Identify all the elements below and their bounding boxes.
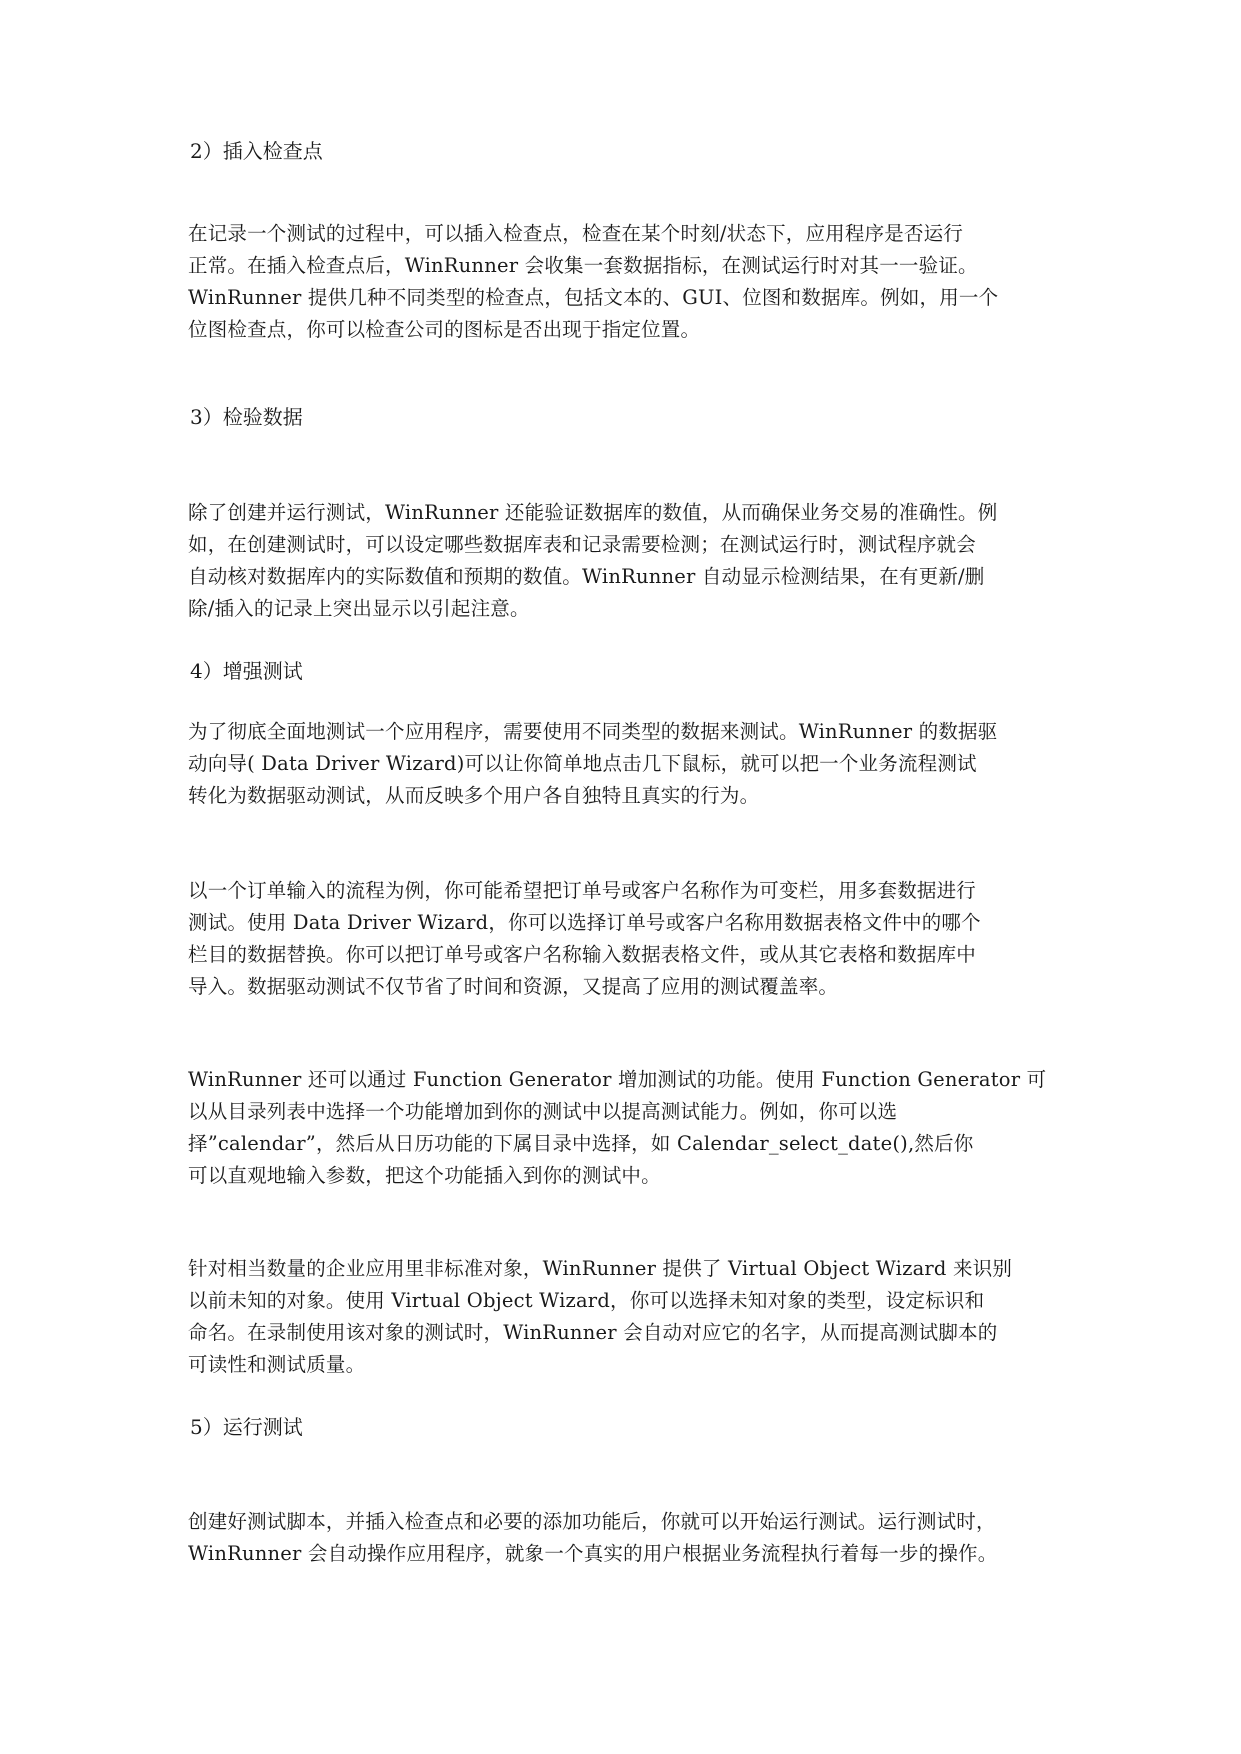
paragraph-run-test: [188, 1506, 1058, 1570]
text-line: 除了创建并运行测试，WinRunner 还能验证数据库的数值，从而确保业务交易的准确性。例: [188, 501, 998, 524]
text-line: 以一个订单输入的流程为例，你可能希望把订单号或客户名称作为可变栏，用多套数据进行: [188, 879, 977, 902]
paragraph-enhance-2: [188, 875, 1058, 1003]
text-line: WinRunner 会自动操作应用程序，就象一个真实的用户根据业务流程执行着每一步的操作。: [188, 1542, 998, 1565]
text-line: 正常。在插入检查点后，WinRunner 会收集一套数据指标，在测试运行时对其一一验证。: [188, 254, 978, 277]
text-line: 以从目录列表中选择一个功能增加到你的测试中以提高测试能力。例如，你可以选: [188, 1100, 898, 1123]
text-line: 在记录一个测试的过程中，可以插入检查点，检查在某个时刻/状态下，应用程序是否运行: [188, 222, 964, 245]
text-line: 测试。使用 Data Driver Wizard，你可以选择订单号或客户名称用数据表格文件中的哪个: [188, 911, 981, 934]
paragraph-verify-data: [188, 497, 1058, 625]
section-heading-3: 3）检验数据: [190, 405, 303, 429]
text-line: 如，在创建测试时，可以设定哪些数据库表和记录需要检测；在测试运行时，测试程序就会: [188, 533, 977, 556]
text-line: 命名。在录制使用该对象的测试时，WinRunner 会自动对应它的名字，从而提高测试脚本的: [188, 1321, 998, 1344]
text-line: 择”calendar”，然后从日历功能的下属目录中选择，如 Calendar_select_date(),然后你: [188, 1132, 974, 1155]
text-line: 创建好测试脚本，并插入检查点和必要的添加功能后，你就可以开始运行测试。运行测试时，: [188, 1510, 996, 1533]
paragraph-enhance-4: [188, 1253, 1058, 1381]
section-heading-5: 5）运行测试: [190, 1415, 303, 1439]
text-line: 导入。数据驱动测试不仅节省了时间和资源，又提高了应用的测试覆盖率。: [188, 975, 839, 998]
text-line: WinRunner 提供几种不同类型的检查点，包括文本的、GUI、位图和数据库。例如，用一个: [188, 286, 999, 309]
text-line: 可以直观地输入参数，把这个功能插入到你的测试中。: [188, 1164, 661, 1187]
text-line: WinRunner 还可以通过 Function Generator 增加测试的功能。使用 Function Generator 可: [188, 1068, 1047, 1091]
text-line: 以前未知的对象。使用 Virtual Object Wizard，你可以选择未知对象的类型，设定标识和: [188, 1289, 985, 1312]
text-line: 转化为数据驱动测试，从而反映多个用户各自独特且真实的行为。: [188, 784, 760, 807]
text-line: 动向导( Data Driver Wizard)可以让你简单地点击几下鼠标，就可以把一个业务流程测试: [188, 752, 977, 775]
text-line: 栏目的数据替换。你可以把订单号或客户名称输入数据表格文件，或从其它表格和数据库中: [188, 943, 977, 966]
text-line: 除/插入的记录上突出显示以引起注意。: [188, 597, 530, 620]
paragraph-enhance-1: [188, 716, 1058, 812]
section-heading-2: 2）插入检查点: [190, 139, 323, 163]
paragraph-checkpoint: [188, 218, 1058, 346]
text-line: 针对相当数量的企业应用里非标准对象，WinRunner 提供了 Virtual Object Wizard 来识别: [188, 1257, 1013, 1280]
text-line: 位图检查点，你可以检查公司的图标是否出现于指定位置。: [188, 318, 701, 341]
text-line: 为了彻底全面地测试一个应用程序，需要使用不同类型的数据来测试。WinRunner 的数据驱: [188, 720, 998, 743]
text-line: 自动核对数据库内的实际数值和预期的数值。WinRunner 自动显示检测结果，在有更新/删: [188, 565, 985, 588]
paragraph-enhance-3: [188, 1064, 1058, 1192]
text-line: 可读性和测试质量。: [188, 1353, 366, 1376]
section-heading-4: 4）增强测试: [190, 659, 303, 683]
